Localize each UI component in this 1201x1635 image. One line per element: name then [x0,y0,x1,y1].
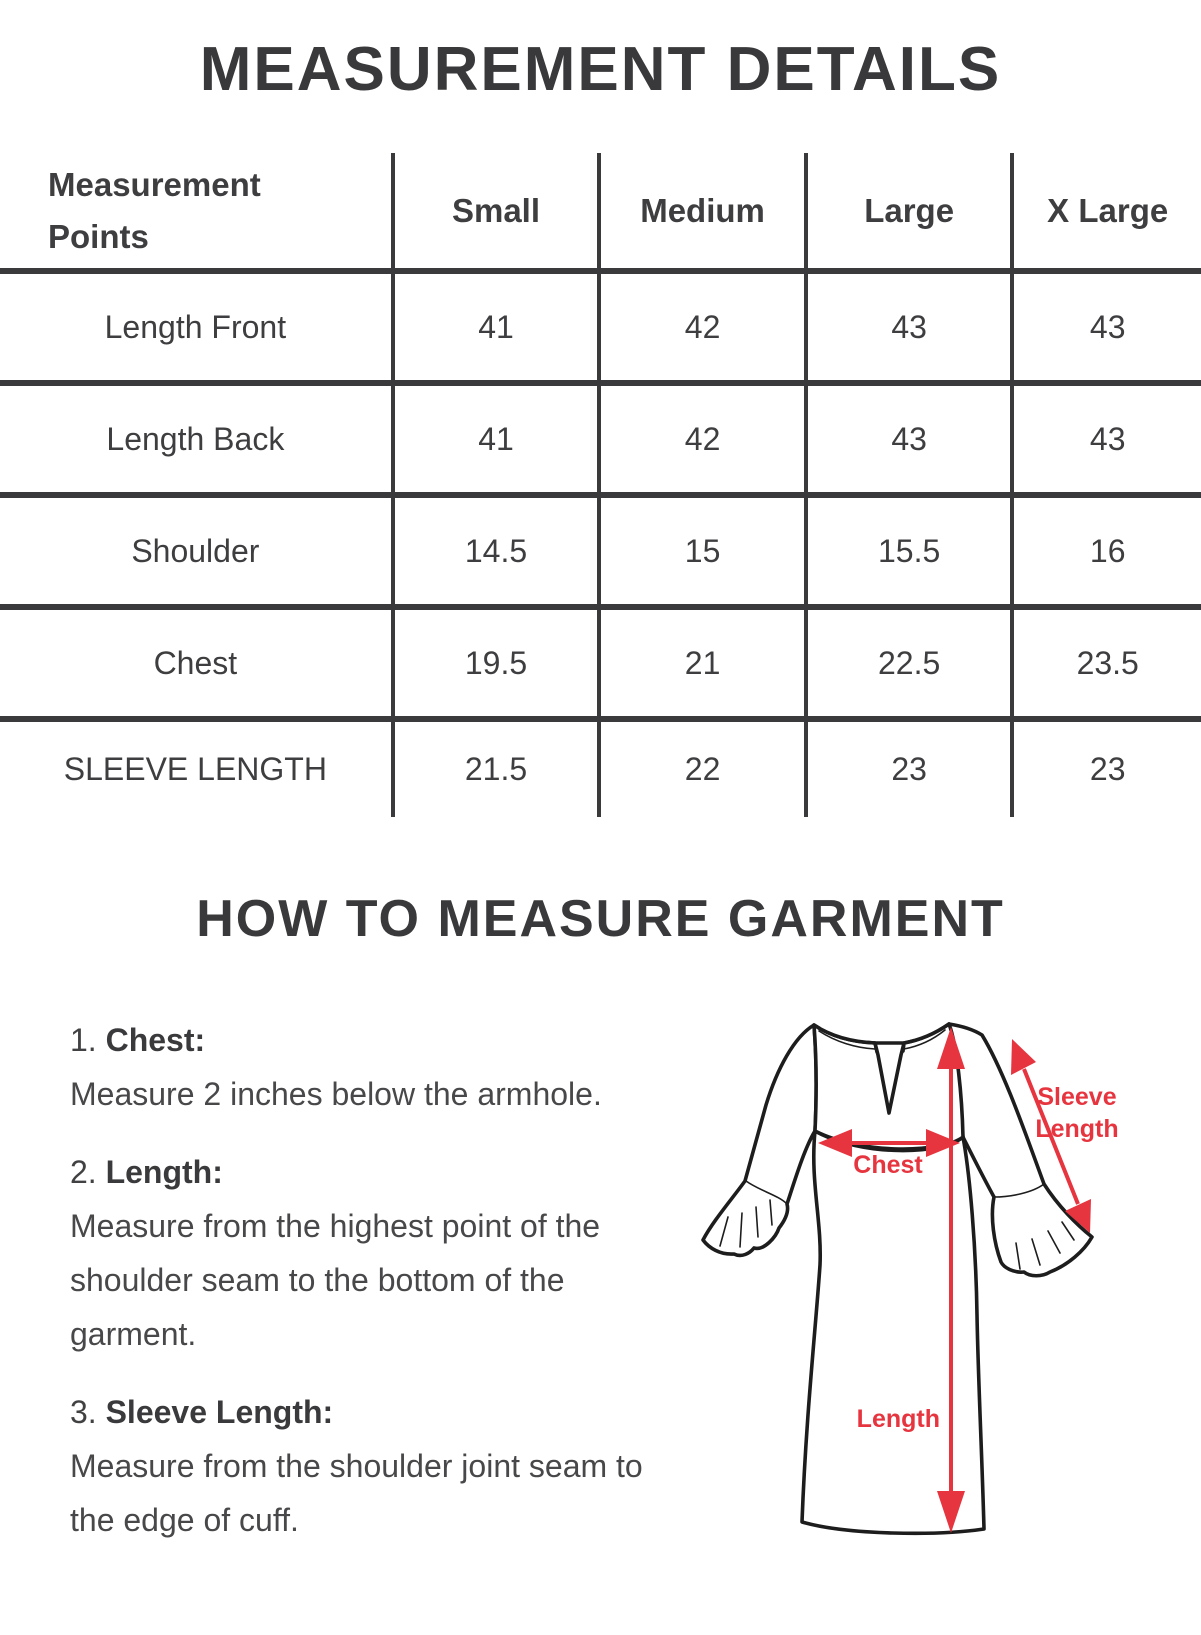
instruction-heading [70,1145,680,1199]
cell-value: 23.5 [1012,607,1201,719]
size-chart-table [0,153,1201,817]
table-row [0,495,1201,607]
instruction-label: Chest: [105,1022,206,1058]
instructions-list [70,985,680,1571]
cell-value: 41 [393,271,600,383]
table-header-row [0,153,1201,271]
cell-value: 41 [393,383,600,495]
instruction-chest [70,1013,680,1121]
dress-illustration-svg [682,985,1152,1560]
cell-value: 42 [599,383,806,495]
table-row [0,383,1201,495]
cell-value: 15 [599,495,806,607]
cell-value: 42 [599,271,806,383]
column-header-medium: Medium [599,153,806,271]
instruction-body: Measure from the highest point of the shoulder seam to the bottom of the garment. [70,1208,601,1352]
garment-diagram [682,985,1152,1560]
sleeve-length-label-line2: Length [1035,1115,1119,1143]
cell-value: 14.5 [393,495,600,607]
instruction-sleeve-length [70,1385,680,1547]
sleeve-length-label-line1: Sleeve [1037,1083,1117,1111]
row-label: Shoulder [0,495,393,607]
cell-value: 43 [806,271,1013,383]
row-label: Length Back [0,383,393,495]
column-header-small: Small [393,153,600,271]
instruction-number: 3. [70,1394,97,1430]
instruction-heading [70,1013,680,1067]
instruction-body: Measure from the shoulder joint seam to the edge of cuff. [70,1448,643,1538]
instruction-heading [70,1385,680,1439]
chest-arrow-label: Chest [853,1151,923,1179]
cell-value: 19.5 [393,607,600,719]
cell-value: 43 [806,383,1013,495]
row-label: SLEEVE LENGTH [63,751,327,787]
instruction-label: Sleeve Length: [105,1394,334,1430]
cell-value: 43 [1012,383,1201,495]
cell-value: 43 [1012,271,1201,383]
dress-left-sleeve [703,1025,816,1255]
instruction-label: Length: [105,1154,223,1190]
cell-value: 15.5 [806,495,1013,607]
instruction-number: 2. [70,1154,97,1190]
table-row [0,607,1201,719]
dress-body [802,1131,984,1533]
cell-value: 21 [599,607,806,719]
cell-value: 23 [806,719,1013,817]
length-arrow-label: Length [856,1405,940,1433]
table-row [0,271,1201,383]
instruction-number: 1. [70,1022,97,1058]
page-title: MEASUREMENT DETAILS [199,35,1002,104]
column-header-x-large: X Large [1012,153,1201,271]
row-label: Length Front [0,271,393,383]
howto-section [0,985,1201,1571]
cell-value: 23 [1012,719,1201,817]
instruction-length [70,1145,680,1361]
cell-value: 22 [599,719,806,817]
row-label: Chest [0,607,393,719]
column-header-measurement-points: Measurement Points [0,153,393,271]
cell-value: 22.5 [806,607,1013,719]
instruction-body: Measure 2 inches below the armhole. [70,1076,602,1112]
column-header-large: Large [806,153,1013,271]
cell-value: 16 [1012,495,1201,607]
howto-section-title: HOW TO MEASURE GARMENT [196,890,1005,948]
cell-value: 21.5 [393,719,600,817]
table-row [0,719,1201,817]
